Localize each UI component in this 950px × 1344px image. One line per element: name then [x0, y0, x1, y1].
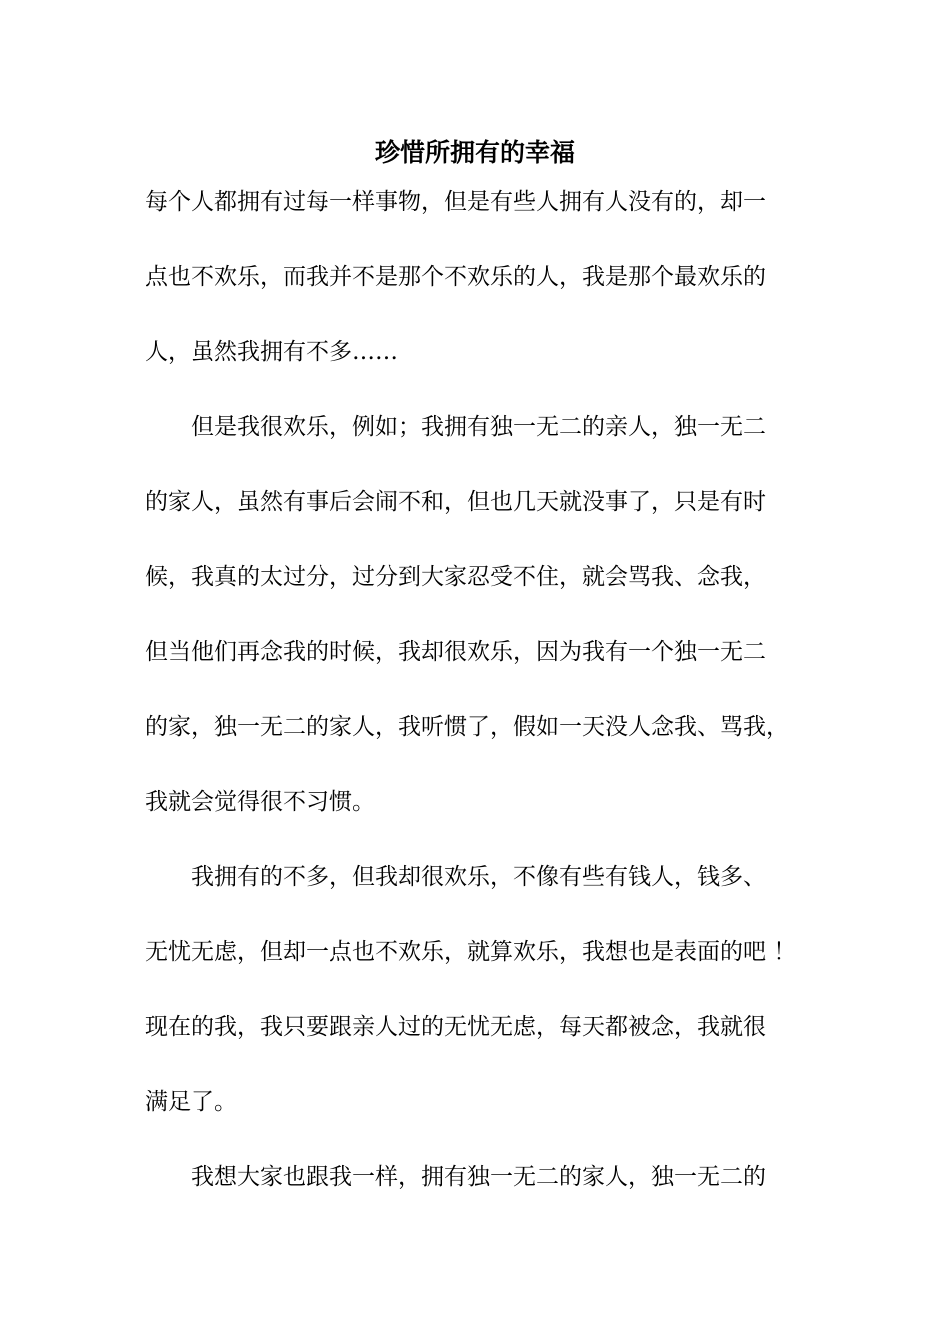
paragraph-line: 现在的我，我只要跟亲人过的无忧无虑，每天都被念，我就很	[145, 1014, 766, 1040]
paragraph-line: 的家人，虽然有事后会闹不和，但也几天就没事了，只是有时	[145, 489, 766, 515]
paragraph-line: 我就会觉得很不习惯。	[145, 789, 375, 815]
document-title: 珍惜所拥有的幸福	[374, 138, 575, 167]
paragraph-line: 候，我真的太过分，过分到大家忍受不住，就会骂我、念我，	[145, 564, 766, 590]
paragraph-line: 但是我很欢乐，例如；我拥有独一无二的亲人，独一无二	[145, 414, 766, 440]
paragraph-line: 我拥有的不多，但我却很欢乐，不像有些有钱人，钱多、	[145, 864, 766, 890]
paragraph-line: 我想大家也跟我一样，拥有独一无二的家人，独一无二的	[145, 1164, 766, 1190]
paragraph-line: 满足了。	[145, 1089, 237, 1115]
paragraph-line: 但当他们再念我的时候，我却很欢乐，因为我有一个独一无二	[145, 639, 766, 665]
paragraph-line: 人，虽然我拥有不多……	[145, 339, 398, 365]
paragraph-line: 每个人都拥有过每一样事物，但是有些人拥有人没有的，却一	[145, 189, 766, 215]
paragraph-line: 的家，独一无二的家人，我听惯了，假如一天没人念我、骂我，	[145, 714, 789, 740]
paragraph-line: 点也不欢乐，而我并不是那个不欢乐的人，我是那个最欢乐的	[145, 264, 766, 290]
paragraph-line: 无忧无虑，但却一点也不欢乐，就算欢乐，我想也是表面的吧 ！	[145, 939, 797, 965]
